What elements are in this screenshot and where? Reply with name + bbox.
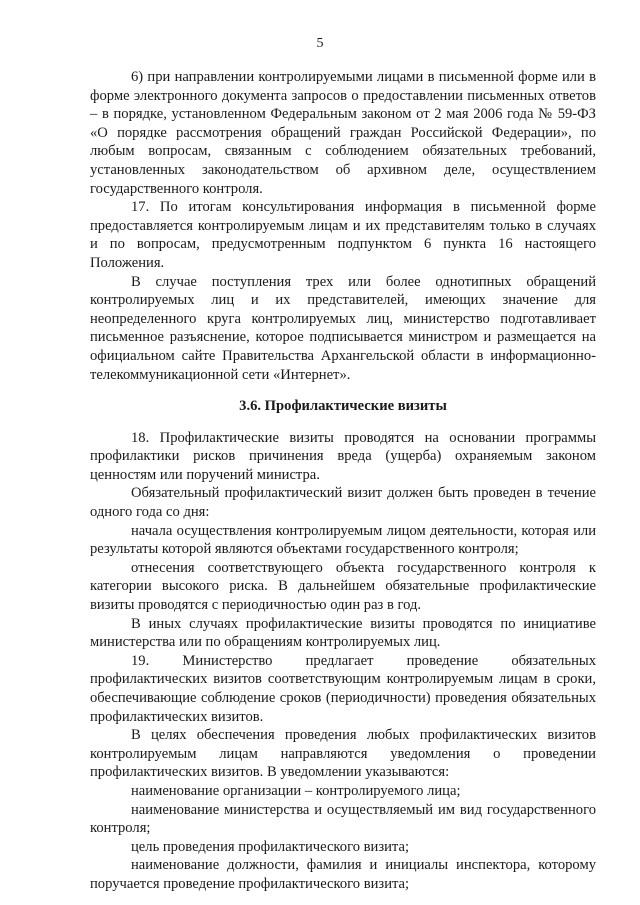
- paragraph-17: 17. По итогам консультирования информация в письменной форме предоставляется контролируемым лицам и их представителям только в случаях и по вопросам, предусмотренным подпунктом 6 пункта 16 настоящего Положения.: [90, 199, 596, 271]
- paragraph-inspector: наименование должности, фамилия и инициалы инспектора, которому поручается проведение профилактического визита;: [90, 857, 596, 892]
- paragraph-visit-purpose: цель проведения профилактического визита;: [131, 838, 410, 855]
- document-body: [90, 68, 596, 894]
- paragraph-19: 19. Министерство предлагает проведение обязательных профилактических визитов соответствующим контролируемым лицам в сроки, обеспечивающие соблюдение сроков (периодичности) проведения обязательных профилактических визитов.: [90, 652, 596, 725]
- paragraph-item-6: 6) при направлении контролируемыми лицами в письменной форме или в форме электронного документа запросов о предоставлении письменных ответов – в порядке, установленном Федеральным законом от 2 мая 2006 года № 59-ФЗ «О порядке рассмотрения обращений граждан Российской Федерации», по любым вопросам, связанным с соблюдением обязательных требований, установленных законодательством об архивном деле, осуществлением государственного контроля.: [90, 69, 596, 197]
- section-heading: 3.6. Профилактические визиты: [239, 398, 447, 415]
- paragraph-ministry-name: наименование министерства и осуществляемый им вид государственного контроля;: [90, 801, 596, 837]
- paragraph-same-type-requests: В случае поступления трех или более однотипных обращений контролируемых лиц и их представителей, имеющих значение для неопределенного круга контролируемых лиц, министерство подготавливает письменное разъяснение, которое подписывается министром и размещается на официальном сайте Правительства Архангельской области в информационно-телекоммуникационной сети «Интернет».: [90, 273, 596, 383]
- paragraph-mandatory-visit: Обязательный профилактический визит должен быть проведен в течение одного года со дня:: [90, 485, 596, 521]
- paragraph-other-cases: В иных случаях профилактические визиты проводятся по инициативе министерства или по обращениям контролируемых лиц.: [90, 615, 596, 651]
- paragraph-start-of-activity: начала осуществления контролируемым лицом деятельности, которая или результаты которой являются объектами государственного контроля;: [90, 522, 596, 558]
- paragraph-notifications: В целях обеспечения проведения любых профилактических визитов контролируемым лицам направляются уведомления о проведении профилактических визитов. В уведомлении указываются:: [90, 727, 596, 781]
- paragraph-high-risk: отнесения соответствующего объекта государственного контроля к категории высокого риска. В дальнейшем обязательные профилактические визиты проводятся с периодичностью один раз в год.: [90, 559, 596, 614]
- paragraph-18: 18. Профилактические визиты проводятся на основании программы профилактики рисков причинения вреда (ущерба) охраняемым законом ценностям или поручений министра.: [90, 429, 596, 483]
- page-number: 5: [316, 36, 324, 51]
- paragraph-org-name: наименование организации – контролируемого лица;: [131, 782, 461, 799]
